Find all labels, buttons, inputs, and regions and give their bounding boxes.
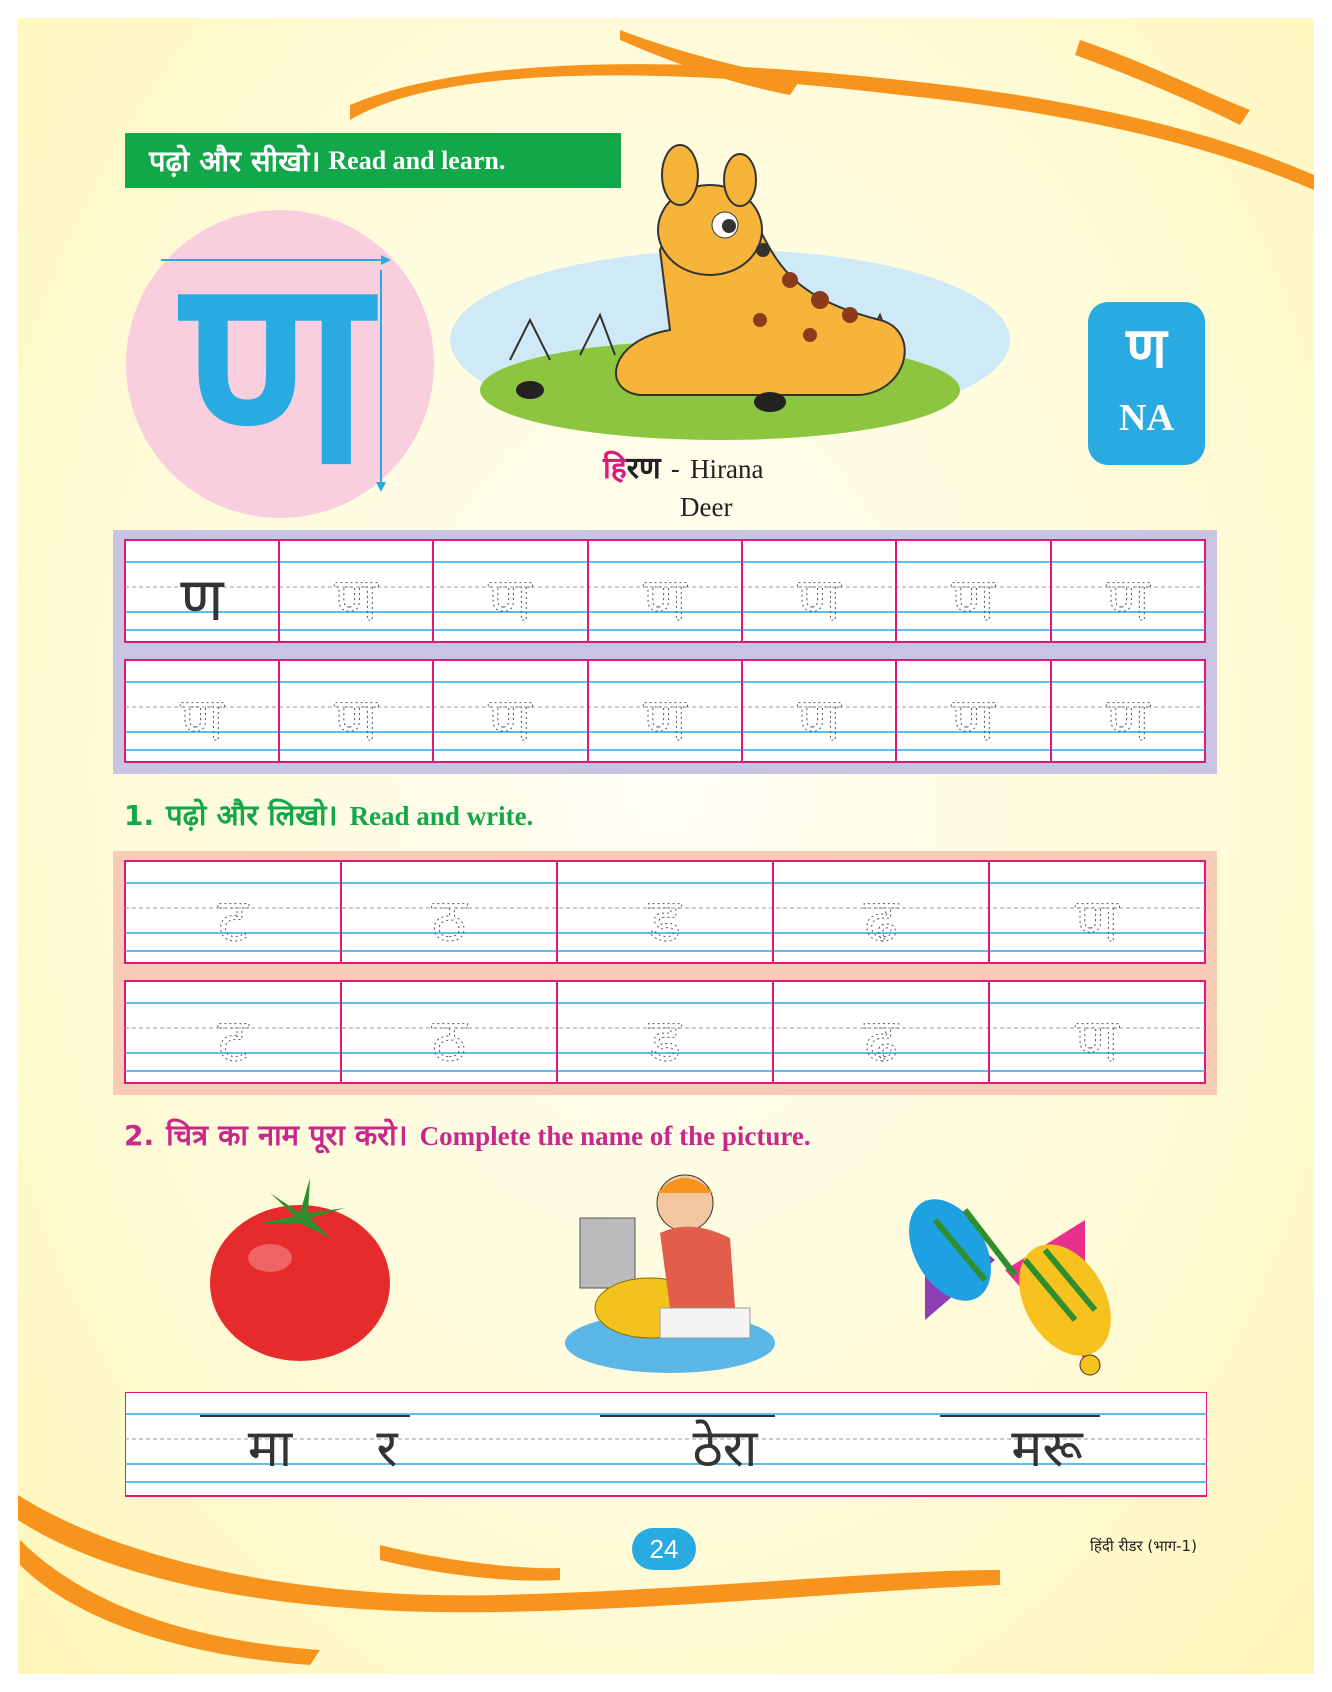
word-hindi <box>603 446 661 487</box>
header-english: Read and learn. <box>328 145 506 175</box>
write-letter-dotted: ठ <box>431 886 467 956</box>
header-hindi: पढ़ो और सीखो। <box>149 144 321 178</box>
trace-letter-dotted: ण <box>488 565 532 635</box>
trace-letter-dotted: ण <box>488 685 532 755</box>
answer1-right: र <box>376 1419 398 1479</box>
tracing-row-2 <box>125 660 1205 762</box>
badge-roman: NA <box>1119 397 1174 439</box>
example-word <box>603 446 764 487</box>
trace-letter-dotted: ण <box>334 685 378 755</box>
trace-letter-dotted: ण <box>951 685 995 755</box>
write-letter-dotted: ठ <box>431 1006 467 1076</box>
trace-letter-dotted: ण <box>1106 685 1150 755</box>
deer-illustration <box>440 140 1040 460</box>
trace-letter-dotted: ण <box>643 685 687 755</box>
letter-stroke-guide <box>126 210 434 518</box>
worker-picture <box>560 1158 780 1378</box>
trace-letter-dotted: ण <box>180 685 224 755</box>
word-first-letter: हि <box>603 451 627 486</box>
section2-hindi: चित्र का नाम पूरा करो। <box>166 1118 408 1152</box>
big-letter: ण <box>182 220 370 518</box>
read-write-practice-box <box>113 851 1217 1095</box>
answer-writing-line <box>125 1392 1207 1497</box>
answer2-right: ठेरा <box>692 1419 758 1479</box>
trace-letter-dotted: ण <box>1106 565 1150 635</box>
trace-letter-dotted: ण <box>334 565 378 635</box>
write-letter-dotted: ट <box>217 1006 249 1076</box>
page-number: 24 <box>632 1528 696 1570</box>
write-letter-dotted: ड <box>648 1006 682 1076</box>
word-meaning: Deer <box>680 492 733 522</box>
badge-letter: ण <box>1126 316 1167 381</box>
word-rest: रण <box>626 451 661 486</box>
section1-hindi: पढ़ो और लिखो। <box>166 798 338 832</box>
trace-letter-dotted: ण <box>797 685 841 755</box>
section2-number: 2. <box>124 1119 155 1152</box>
tracing-row-1 <box>125 540 1205 642</box>
write-letter-dotted: ण <box>1075 886 1119 956</box>
tomato-picture <box>200 1168 400 1368</box>
read-write-row-1 <box>125 861 1205 963</box>
write-letter-dotted: ण <box>1075 1006 1119 1076</box>
section1-english: Read and write. <box>349 801 534 831</box>
write-letter-dotted: ट <box>217 886 249 956</box>
write-letter-dotted: ढ <box>864 886 898 956</box>
section1-number: 1. <box>124 799 155 832</box>
word-dash: - <box>670 455 681 485</box>
read-write-row-2 <box>125 981 1205 1083</box>
answer1-left: मा <box>247 1419 293 1479</box>
trace-letter-dotted: ण <box>797 565 841 635</box>
word-transliteration: Hirana <box>690 454 764 484</box>
letter-badge <box>1088 302 1205 465</box>
trace-letter-solid: ण <box>180 565 224 635</box>
trace-letter-dotted: ण <box>643 565 687 635</box>
book-title: हिंदी रीडर (भाग-1) <box>1090 1537 1197 1555</box>
trace-letter-dotted: ण <box>951 565 995 635</box>
write-letter-dotted: ढ <box>864 1006 898 1076</box>
section1-title <box>124 795 533 834</box>
damaru-picture <box>895 1160 1115 1380</box>
answer3-right: मरू <box>1011 1419 1083 1479</box>
section2-english: Complete the name of the picture. <box>419 1121 811 1151</box>
section2-title <box>124 1115 811 1154</box>
tracing-practice-box <box>113 530 1217 774</box>
write-letter-dotted: ड <box>648 886 682 956</box>
